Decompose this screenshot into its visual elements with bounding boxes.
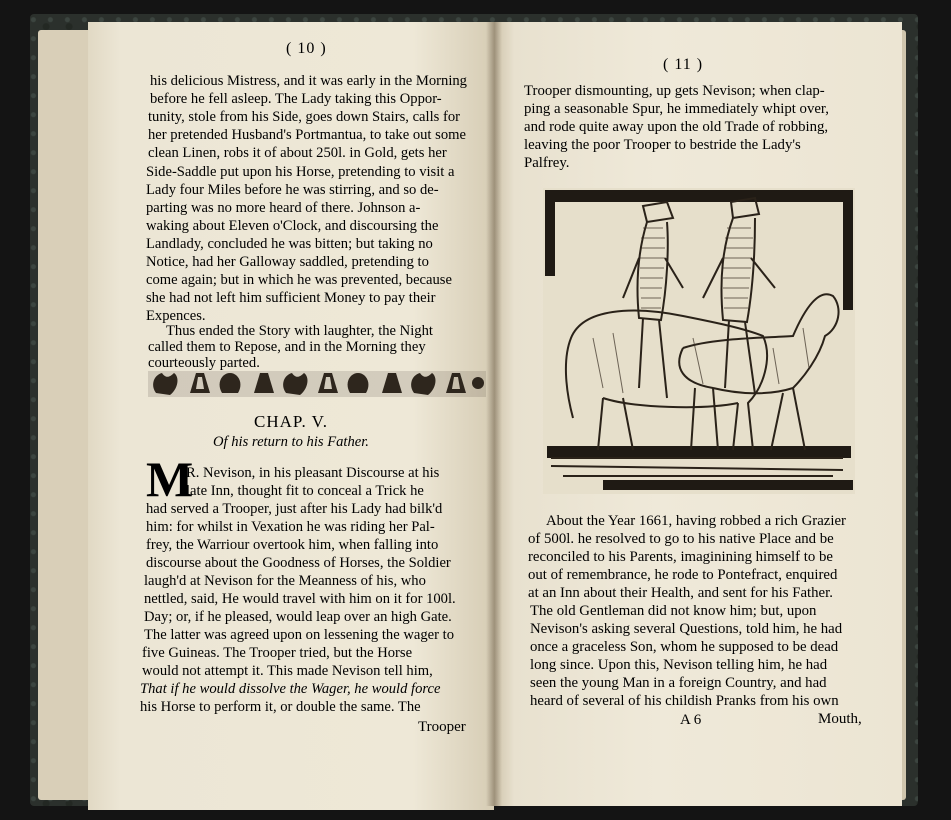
text-line: at an Inn about their Health, and sent for his Father.	[528, 585, 833, 601]
text-line: R. Nevison, in his pleasant Discourse at his	[186, 465, 440, 481]
text-line: late Inn, thought fit to conceal a Trick he	[186, 483, 424, 499]
text-line: her pretended Husband's Portmantua, to take out some	[148, 127, 466, 143]
text-line: his Horse to perform it, or double the same. The	[140, 699, 421, 715]
drop-cap: M	[146, 451, 194, 507]
text-line: Trooper dismounting, up gets Nevison; when clap-	[524, 83, 825, 99]
text-line: clean Linen, robs it of about 250l. in Gold, gets her	[148, 145, 447, 161]
text-line: heard of several of his childish Pranks from his own	[530, 693, 839, 709]
text-line: Landlady, concluded he was bitten; but taking no	[146, 236, 433, 252]
text-line: would not attempt it. This made Nevison tell him,	[142, 663, 433, 679]
text-line: courteously parted.	[148, 355, 260, 371]
text-line: come again; but in which he was prevented, because	[146, 272, 452, 288]
chapter-title: CHAP. V.	[254, 412, 328, 431]
ornament-band	[148, 363, 486, 403]
text-line: ping a seasonable Spur, he immediately whipt over,	[524, 101, 829, 117]
text-line: About the Year 1661, having robbed a rich Grazier	[546, 513, 846, 529]
text-line: The latter was agreed upon on lessening the wager to	[144, 627, 455, 643]
text-line: she had not left him sufficient Money to pay their	[146, 290, 436, 306]
text-line: nettled, said, He would travel with him on it for 100l.	[144, 591, 456, 607]
text-line: discourse about the Goodness of Horses, the Soldier	[146, 555, 451, 571]
text-line: and rode quite away upon the old Trade of robbing,	[524, 119, 829, 135]
page-number-right: ( 11 )	[663, 56, 704, 73]
text-line: long since. Upon this, Nevison telling him, he had	[530, 657, 828, 673]
text-line: laugh'd at Nevison for the Meanness of his, who	[144, 573, 426, 589]
chapter-subtitle: Of his return to his Father.	[213, 434, 369, 450]
text-line: Lady four Miles before he was stirring, and so de-	[146, 182, 439, 198]
text-line: parting was no more heard of there. Johnson a-	[146, 200, 421, 216]
signature-mark: A 6	[680, 712, 702, 728]
text-line: his delicious Mistress, and it was early in the Morning	[150, 73, 467, 89]
text-line: That if he would dissolve the Wager, he would force	[140, 681, 441, 697]
text-line: of 500l. he resolved to go to his native Place and be	[528, 531, 834, 547]
text-line: Expences.	[146, 308, 206, 324]
woodcut-illustration	[543, 188, 855, 494]
text-line: seen the young Man in a foreign Country, and had	[530, 675, 827, 691]
text-line: out of remembrance, he rode to Pontefract, enquired	[528, 567, 838, 583]
catchword-left: Trooper	[418, 719, 466, 735]
text-line: Thus ended the Story with laughter, the Night	[166, 323, 433, 339]
text-line: five Guineas. The Trooper tried, but the Horse	[142, 645, 413, 661]
text-line: reconciled to his Parents, imaginining himself to be	[528, 549, 833, 565]
text-line: tunity, stole from his Side, goes down Stairs, calls for	[148, 109, 460, 125]
text-line: Day; or, if he pleased, would leap over an high Gate.	[144, 609, 452, 625]
text-line: before he fell asleep. The Lady taking this Oppor-	[150, 91, 442, 107]
text-line: Notice, had her Galloway saddled, pretending to	[146, 254, 429, 270]
text-line: once a graceless Son, whom he supposed to be dead	[530, 639, 839, 655]
text-line: him: for whilst in Vexation he was riding her Pal-	[146, 519, 435, 535]
text-line: called them to Repose, and in the Morning they	[148, 339, 426, 355]
text-line: Palfrey.	[524, 155, 570, 171]
text-line: Side-Saddle put upon his Horse, pretending to visit a	[146, 164, 455, 180]
catchword-right: Mouth,	[818, 711, 862, 727]
text-line: leaving the poor Trooper to bestride the Lady's	[524, 137, 801, 153]
text-line: frey, the Warriour overtook him, when falling into	[146, 537, 439, 553]
text-line: The old Gentleman did not know him; but, upon	[530, 603, 817, 619]
page-number-left: ( 10 )	[286, 40, 327, 57]
text-line: waking about Eleven o'Clock, and discoursing the	[146, 218, 439, 234]
text-line: Nevison's asking several Questions, told him, he had	[530, 621, 843, 637]
text-line: had served a Trooper, just after his Lady had bilk'd	[146, 501, 443, 517]
